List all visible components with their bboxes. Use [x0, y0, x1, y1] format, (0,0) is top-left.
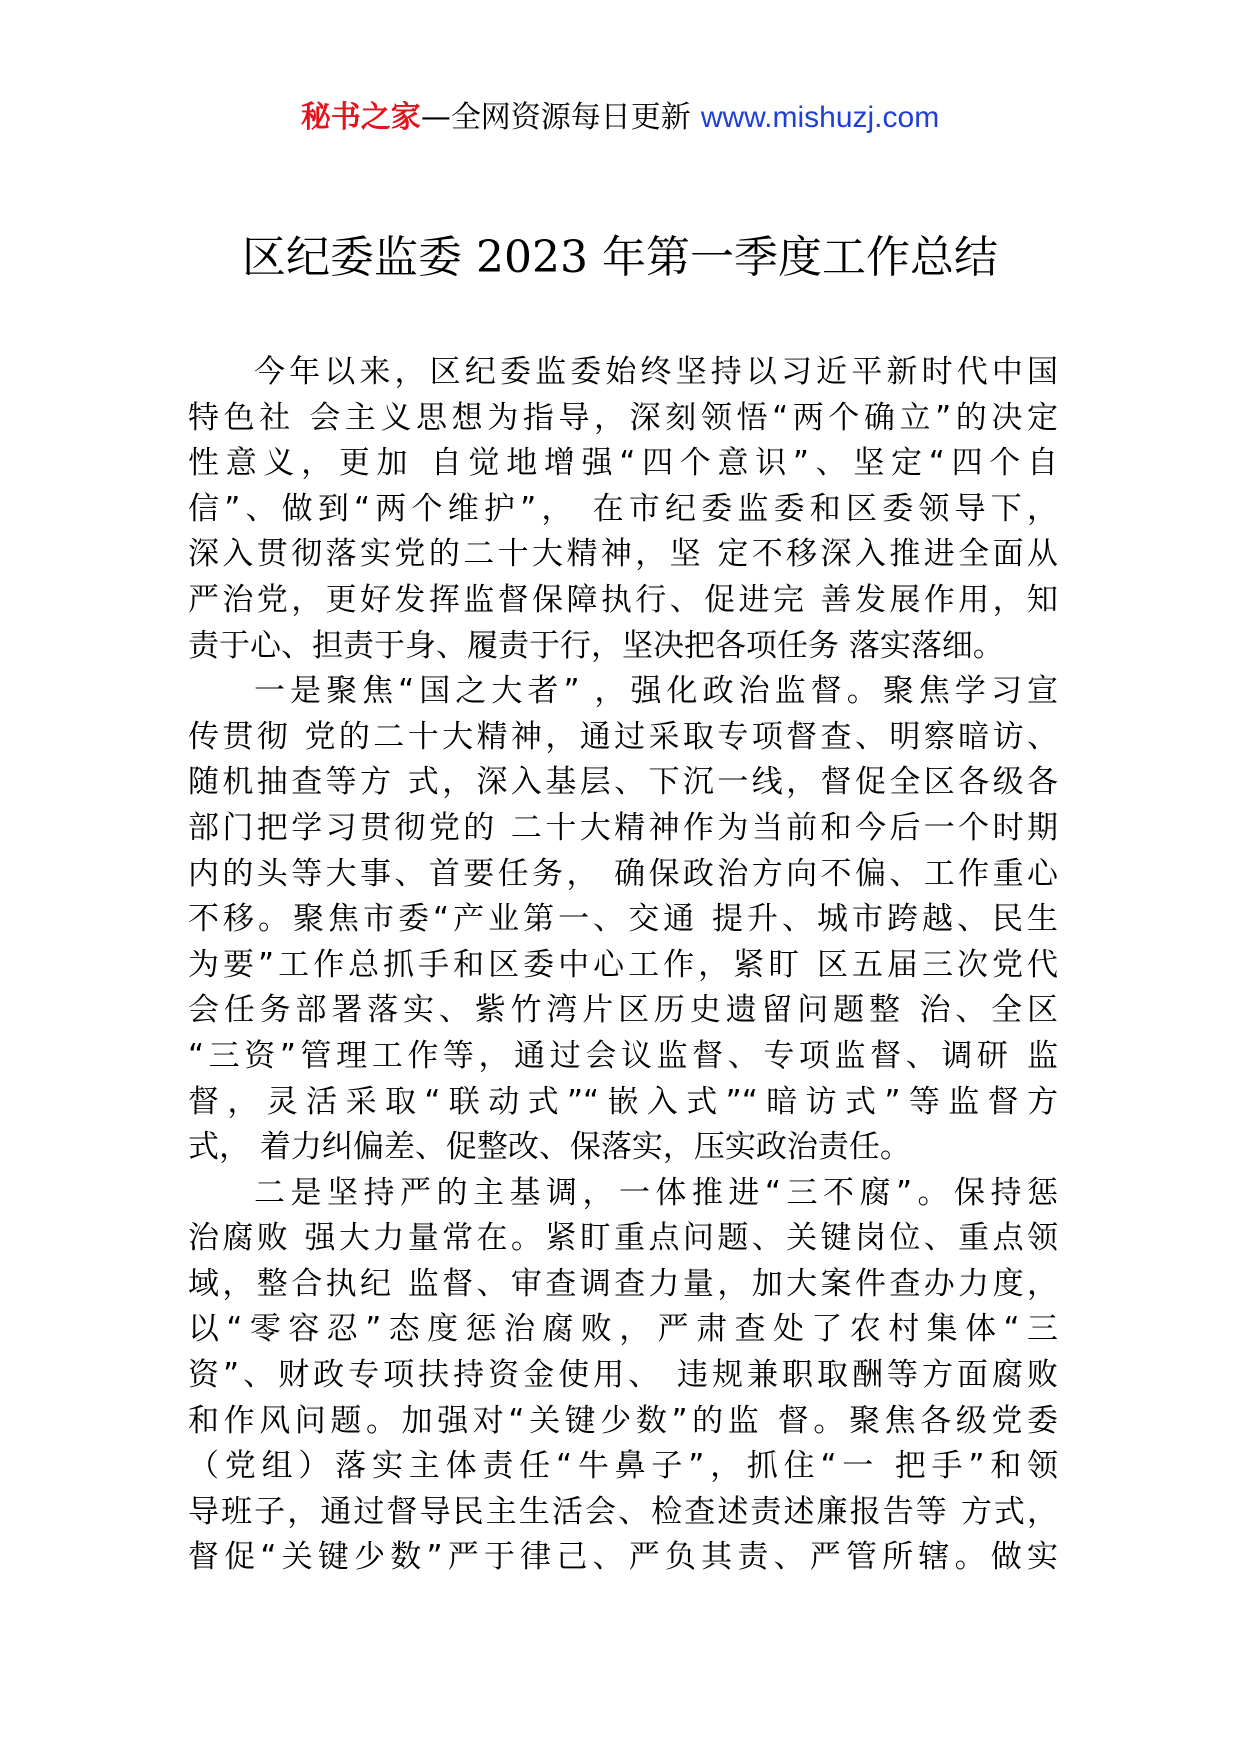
- body-line: 一是聚焦“国之大者” ，强化政治监督。聚焦学习宣: [254, 673, 1058, 710]
- body-line: 资”、财政专项扶持资金使用、 违规兼职取酬等方面腐败: [188, 1357, 1058, 1394]
- body-line: 性意义，更加 自觉地增强“四个意识”、坚定“四个自: [188, 445, 1058, 482]
- body-line: （党组）落实主体责任“牛鼻子”，抓住“一 把手”和领: [188, 1448, 1058, 1485]
- body-line: 督促“关键少数”严于律己、严负其责、严管所辖。做实: [188, 1539, 1058, 1576]
- site-url-link[interactable]: www.mishuzj.com: [700, 101, 940, 134]
- body-line: 部门把学习贯彻党的 二十大精神作为当前和今后一个时期: [188, 809, 1058, 846]
- body-line: 以“零容忍”态度惩治腐败，严肃查处了农村集体“三: [188, 1311, 1058, 1348]
- brand-name: 秘书之家: [300, 100, 421, 135]
- body-line: 深入贯彻落实党的二十大精神，坚 定不移深入推进全面从: [188, 536, 1058, 573]
- body-line: 传贯彻 党的二十大精神，通过采取专项督查、明察暗访、: [188, 718, 1058, 755]
- body-line: 督，灵活采取“联动式”“嵌入式”“暗访式”等监督方: [188, 1083, 1058, 1120]
- body-line: 为要”工作总抓手和区委中心工作，紧盯 区五届三次党代: [188, 946, 1058, 983]
- site-header: [0, 98, 1240, 138]
- body-line: 和作风问题。加强对“关键少数”的监 督。聚焦各级党委: [188, 1402, 1058, 1439]
- document-body: [188, 350, 1058, 1581]
- body-line: 严治党，更好发挥监督保障执行、促进完 善发展作用，知: [188, 581, 1058, 618]
- header-slogan: 全网资源每日更新: [450, 100, 691, 135]
- body-line: “三资”管理工作等，通过会议监督、专项监督、调研 监: [188, 1037, 1058, 1074]
- body-line: 治腐败 强大力量常在。紧盯重点问题、关键岗位、重点领: [188, 1220, 1058, 1257]
- body-line: 二是坚持严的主基调，一体推进“三不腐”。保持惩: [254, 1174, 1058, 1211]
- header-separator: —: [420, 100, 451, 135]
- body-line: 域，整合执纪 监督、审查调查力量，加大案件查办力度，: [188, 1265, 1058, 1302]
- body-line: 会任务部署落实、紫竹湾片区历史遗留问题整 治、全区: [188, 992, 1058, 1029]
- body-line: 不移。聚焦市委“产业第一、交通 提升、城市跨越、民生: [188, 901, 1058, 938]
- document-title: 区纪委监委 2023 年第一季度工作总结: [242, 232, 998, 283]
- body-line: 今年以来，区纪委监委始终坚持以习近平新时代中国: [254, 354, 1058, 390]
- body-line: 特色社 会主义思想为指导，深刻领悟“两个确立”的决定: [188, 399, 1058, 436]
- body-line: 信”、做到“两个维护”， 在市纪委监委和区委领导下，: [188, 490, 1058, 527]
- body-line: 内的头等大事、首要任务， 确保政治方向不偏、工作重心: [188, 855, 1058, 892]
- body-line: 导班子，通过督导民主生活会、检查述责述廉报告等 方式，: [188, 1493, 1058, 1530]
- body-line: 责于心、担责于身、履责于行，坚决把各项任务 落实落细。: [188, 627, 1004, 664]
- body-line: 随机抽查等方 式，深入基层、下沉一线，督促全区各级各: [188, 764, 1058, 801]
- body-line: 式， 着力纠偏差、促整改、保落实，压实政治责任。: [188, 1129, 911, 1166]
